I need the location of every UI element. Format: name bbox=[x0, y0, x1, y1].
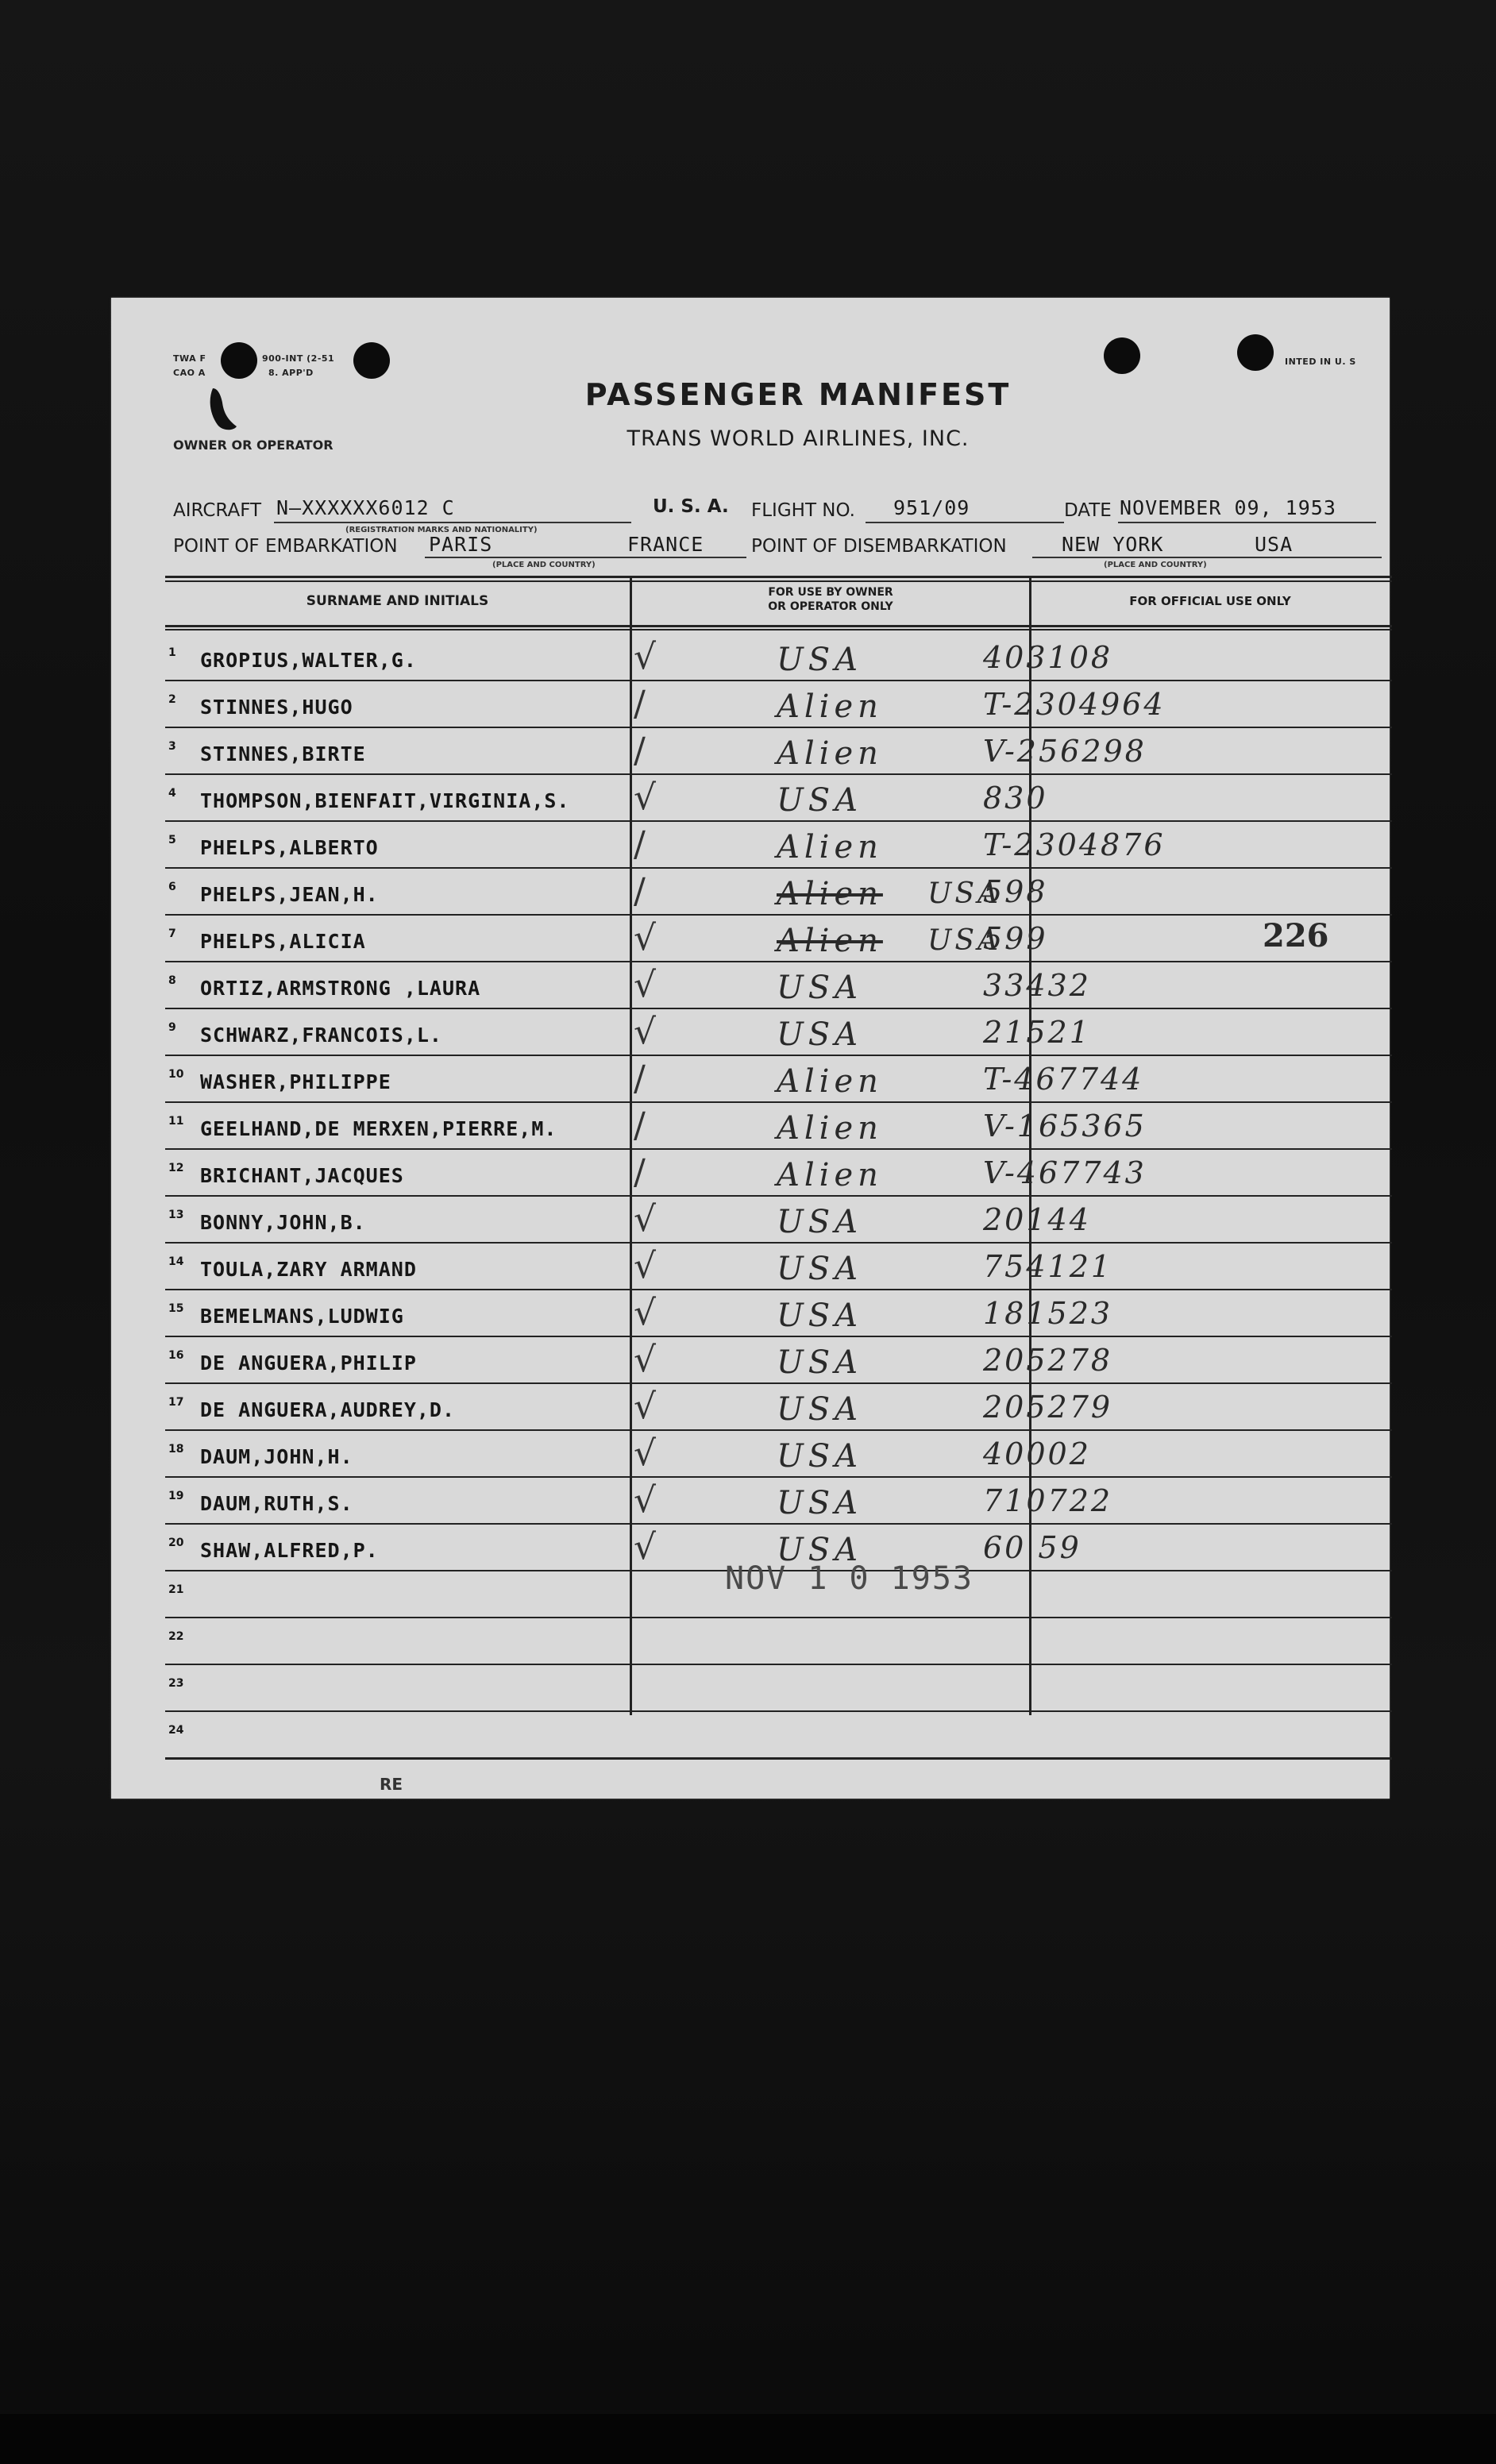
document-number: V-165365 bbox=[983, 1109, 1147, 1143]
document-number: V-256298 bbox=[983, 734, 1147, 769]
check-mark: √ bbox=[634, 1386, 657, 1427]
document-number: 181523 bbox=[983, 1296, 1113, 1331]
date-underline bbox=[1118, 522, 1376, 523]
owner-operator-label: OWNER OR OPERATOR bbox=[173, 438, 334, 453]
row-number: 1 bbox=[168, 646, 176, 659]
document-number: V-467743 bbox=[983, 1155, 1147, 1190]
document-number: 710722 bbox=[983, 1483, 1113, 1518]
citizenship-status: Alien bbox=[777, 735, 883, 772]
check-mark: √ bbox=[634, 1480, 657, 1521]
row-rule bbox=[165, 1523, 1392, 1525]
passenger-name: TOULA,ZARY ARMAND bbox=[200, 1258, 417, 1281]
manifest-title: PASSENGER MANIFEST bbox=[584, 377, 1012, 412]
citizenship-correction: USA bbox=[927, 924, 1001, 957]
row-number: 23 bbox=[168, 1677, 184, 1690]
table-row bbox=[165, 963, 1392, 1010]
check-mark: / bbox=[634, 1058, 646, 1099]
citizenship-status: Alien bbox=[777, 1063, 883, 1100]
passenger-name: DAUM,JOHN,H. bbox=[200, 1445, 353, 1468]
citizenship-status: USA bbox=[777, 642, 862, 678]
table-row bbox=[165, 1104, 1392, 1151]
passenger-name: GROPIUS,WALTER,G. bbox=[200, 649, 417, 672]
passenger-name: BEMELMANS,LUDWIG bbox=[200, 1305, 404, 1328]
passenger-name: STINNES,BIRTE bbox=[200, 742, 366, 765]
passenger-name: PHELPS,ALICIA bbox=[200, 930, 366, 953]
passenger-name: DAUM,RUTH,S. bbox=[200, 1492, 353, 1515]
date-stamp: NOV 1 0 1953 bbox=[725, 1560, 974, 1597]
bottom-text-fragment: RE bbox=[380, 1775, 403, 1794]
table-row bbox=[165, 870, 1392, 916]
row-rule bbox=[165, 1429, 1392, 1431]
citizenship-status: USA bbox=[777, 1251, 862, 1287]
passenger-name: DE ANGUERA,PHILIP bbox=[200, 1352, 417, 1375]
row-rule bbox=[165, 1382, 1392, 1384]
row-number: 21 bbox=[168, 1583, 184, 1596]
check-mark: / bbox=[634, 1152, 646, 1193]
citizenship-status: USA bbox=[777, 1485, 862, 1521]
check-mark: √ bbox=[634, 1012, 657, 1052]
table-row bbox=[165, 1385, 1392, 1432]
document-number: 40002 bbox=[983, 1436, 1091, 1471]
citizenship-status: USA bbox=[777, 1344, 862, 1381]
manifest-sheet bbox=[111, 298, 1390, 1799]
embarkation-caption: (PLACE AND COUNTRY) bbox=[492, 561, 596, 569]
surname-column-header: SURNAME AND INITIALS bbox=[306, 593, 489, 609]
citizenship-status: USA bbox=[777, 1438, 862, 1475]
row-number: 14 bbox=[168, 1255, 184, 1268]
disembarkation-city: NEW YORK bbox=[1062, 533, 1164, 556]
citizenship-status: Alien bbox=[777, 923, 883, 959]
citizenship-status: Alien bbox=[777, 1110, 883, 1147]
check-mark: / bbox=[634, 731, 646, 771]
header-rule bbox=[165, 625, 1392, 627]
check-mark: √ bbox=[634, 1246, 657, 1286]
row-rule bbox=[165, 1055, 1392, 1056]
form-code-1b: 900-INT (2-51 bbox=[262, 353, 335, 364]
table-row bbox=[165, 916, 1392, 963]
check-mark: √ bbox=[634, 918, 657, 958]
citizenship-status: USA bbox=[777, 970, 862, 1006]
table-row bbox=[165, 729, 1392, 776]
disembarkation-underline bbox=[1032, 557, 1382, 558]
row-rule bbox=[165, 1008, 1392, 1009]
airline-name: TRANS WORLD AIRLINES, INC. bbox=[627, 426, 970, 451]
disembarkation-caption: (PLACE AND COUNTRY) bbox=[1104, 561, 1207, 569]
form-code-2b: 8. APP'D bbox=[268, 368, 314, 378]
passenger-name: SCHWARZ,FRANCOIS,L. bbox=[200, 1024, 442, 1047]
citizenship-status: USA bbox=[777, 782, 862, 819]
row-rule bbox=[165, 773, 1392, 775]
row-rule bbox=[165, 914, 1392, 916]
film-edge bbox=[0, 2414, 1496, 2464]
table-row bbox=[165, 823, 1392, 870]
check-mark: √ bbox=[634, 1340, 657, 1380]
check-mark: √ bbox=[634, 637, 657, 677]
page-number: 226 bbox=[1263, 917, 1329, 954]
row-number: 20 bbox=[168, 1537, 184, 1549]
check-mark: / bbox=[634, 871, 646, 912]
row-number: 24 bbox=[168, 1724, 184, 1737]
aircraft-caption: (REGISTRATION MARKS AND NATIONALITY) bbox=[345, 526, 538, 534]
row-rule bbox=[165, 867, 1392, 869]
embarkation-country: FRANCE bbox=[627, 533, 704, 556]
document-number: 403108 bbox=[983, 640, 1113, 675]
disembarkation-label: POINT OF DISEMBARKATION bbox=[751, 536, 1007, 557]
row-rule bbox=[165, 680, 1392, 681]
row-rule bbox=[165, 1757, 1392, 1760]
table-row bbox=[165, 1010, 1392, 1057]
row-number: 13 bbox=[168, 1209, 184, 1221]
table-row bbox=[165, 682, 1392, 729]
row-rule bbox=[165, 727, 1392, 728]
row-number: 6 bbox=[168, 881, 176, 893]
citizenship-status: Alien bbox=[777, 829, 883, 866]
owner-column-header: FOR USE BY OWNER OR OPERATOR ONLY bbox=[768, 586, 893, 613]
table-row bbox=[165, 635, 1392, 682]
form-code-2: CAO A bbox=[173, 368, 206, 378]
header-rule bbox=[165, 629, 1392, 630]
row-number: 3 bbox=[168, 740, 176, 753]
row-rule bbox=[165, 1242, 1392, 1244]
row-rule bbox=[165, 1617, 1392, 1618]
printed-in: INTED IN U. S bbox=[1285, 357, 1356, 367]
row-number: 10 bbox=[168, 1068, 184, 1081]
table-row bbox=[165, 1338, 1392, 1385]
document-number: 33432 bbox=[983, 968, 1091, 1003]
table-row bbox=[165, 1291, 1392, 1338]
table-top-rule bbox=[165, 580, 1392, 582]
row-rule bbox=[165, 1476, 1392, 1478]
passenger-name: BONNY,JOHN,B. bbox=[200, 1211, 366, 1234]
row-number: 5 bbox=[168, 834, 176, 846]
passenger-name: SHAW,ALFRED,P. bbox=[200, 1539, 379, 1562]
passenger-name: PHELPS,ALBERTO bbox=[200, 836, 379, 859]
citizenship-status: Alien bbox=[777, 876, 883, 912]
table-row bbox=[165, 1713, 1392, 1760]
passenger-name: PHELPS,JEAN,H. bbox=[200, 883, 379, 906]
row-number: 4 bbox=[168, 787, 176, 800]
row-number: 12 bbox=[168, 1162, 184, 1174]
table-row bbox=[165, 1666, 1392, 1713]
document-number: T-467744 bbox=[983, 1062, 1144, 1097]
check-mark: √ bbox=[634, 1527, 657, 1567]
punch-hole bbox=[1104, 337, 1140, 374]
check-mark: √ bbox=[634, 777, 657, 818]
row-rule bbox=[165, 1148, 1392, 1150]
embarkation-label: POINT OF EMBARKATION bbox=[173, 536, 398, 557]
check-mark: √ bbox=[634, 1199, 657, 1240]
punch-hole bbox=[353, 342, 390, 379]
document-number: 205279 bbox=[983, 1390, 1113, 1425]
row-number: 9 bbox=[168, 1021, 176, 1034]
date-label: DATE bbox=[1064, 500, 1112, 521]
document-number: T-2304964 bbox=[983, 687, 1166, 722]
row-number: 7 bbox=[168, 927, 176, 940]
check-mark: / bbox=[634, 1105, 646, 1146]
citizenship-status: USA bbox=[777, 1016, 862, 1053]
aircraft-underline bbox=[274, 522, 631, 523]
embarkation-underline bbox=[425, 557, 746, 558]
passenger-name: BRICHANT,JACQUES bbox=[200, 1164, 404, 1187]
flight-value: 951/09 bbox=[893, 496, 970, 519]
disembarkation-country: USA bbox=[1255, 533, 1294, 556]
table-row bbox=[165, 1244, 1392, 1291]
citizenship-status: Alien bbox=[777, 688, 883, 725]
passenger-name: STINNES,HUGO bbox=[200, 696, 353, 719]
check-mark: / bbox=[634, 684, 646, 724]
form-code-1: TWA F bbox=[173, 353, 206, 364]
citizenship-status: Alien bbox=[777, 1157, 883, 1193]
row-number: 2 bbox=[168, 693, 176, 706]
document-number: 21521 bbox=[983, 1015, 1091, 1050]
table-row bbox=[165, 776, 1392, 823]
row-number: 15 bbox=[168, 1302, 184, 1315]
check-mark: / bbox=[634, 824, 646, 865]
flight-underline bbox=[866, 522, 1064, 523]
row-number: 17 bbox=[168, 1396, 184, 1409]
citizenship-status: USA bbox=[777, 1298, 862, 1334]
punch-hole bbox=[1237, 334, 1274, 371]
citizenship-status: USA bbox=[777, 1532, 862, 1568]
row-number: 11 bbox=[168, 1115, 184, 1128]
row-rule bbox=[165, 1289, 1392, 1290]
document-number: 830 bbox=[983, 781, 1048, 816]
document-number: 60 59 bbox=[983, 1530, 1082, 1565]
aircraft-value: N—XXXXXX6012 C bbox=[276, 496, 455, 519]
row-number: 19 bbox=[168, 1490, 184, 1502]
row-rule bbox=[165, 820, 1392, 822]
check-mark: √ bbox=[634, 1433, 657, 1474]
document-number: 205278 bbox=[983, 1343, 1113, 1378]
document-number: 598 bbox=[983, 874, 1048, 909]
punch-hole bbox=[221, 342, 257, 379]
document-number: 20144 bbox=[983, 1202, 1091, 1237]
document-number: 599 bbox=[983, 921, 1048, 956]
date-value: NOVEMBER 09, 1953 bbox=[1120, 496, 1336, 519]
table-row bbox=[165, 1479, 1392, 1525]
row-number: 8 bbox=[168, 974, 176, 987]
row-number: 22 bbox=[168, 1630, 184, 1643]
passenger-name: ORTIZ,ARMSTRONG ,LAURA bbox=[200, 977, 481, 1000]
row-rule bbox=[165, 1336, 1392, 1337]
passenger-name: DE ANGUERA,AUDREY,D. bbox=[200, 1398, 456, 1421]
row-rule bbox=[165, 1195, 1392, 1197]
table-row bbox=[165, 1197, 1392, 1244]
row-number: 16 bbox=[168, 1349, 184, 1362]
citizenship-status: USA bbox=[777, 1391, 862, 1428]
flight-label: FLIGHT NO. bbox=[751, 500, 855, 521]
official-column-header: FOR OFFICIAL USE ONLY bbox=[1129, 594, 1291, 608]
row-rule bbox=[165, 1101, 1392, 1103]
passenger-name: GEELHAND,DE MERXEN,PIERRE,M. bbox=[200, 1117, 557, 1140]
row-rule bbox=[165, 1664, 1392, 1665]
citizenship-status: USA bbox=[777, 1204, 862, 1240]
check-mark: √ bbox=[634, 965, 657, 1005]
table-row bbox=[165, 1057, 1392, 1104]
citizenship-correction: USA bbox=[927, 877, 1001, 910]
table-row bbox=[165, 1619, 1392, 1666]
usa-label: U. S. A. bbox=[653, 496, 729, 517]
document-number: 754121 bbox=[983, 1249, 1113, 1284]
table-row bbox=[165, 1432, 1392, 1479]
passenger-name: WASHER,PHILIPPE bbox=[200, 1070, 391, 1093]
row-rule bbox=[165, 1710, 1392, 1712]
check-mark: √ bbox=[634, 1293, 657, 1333]
row-rule bbox=[165, 961, 1392, 962]
embarkation-city: PARIS bbox=[429, 533, 493, 556]
aircraft-label: AIRCRAFT bbox=[173, 500, 262, 521]
table-row bbox=[165, 1151, 1392, 1197]
document-number: T-2304876 bbox=[983, 827, 1166, 862]
row-number: 18 bbox=[168, 1443, 184, 1456]
passenger-name: THOMPSON,BIENFAIT,VIRGINIA,S. bbox=[200, 789, 570, 812]
table-top-rule bbox=[165, 576, 1392, 578]
